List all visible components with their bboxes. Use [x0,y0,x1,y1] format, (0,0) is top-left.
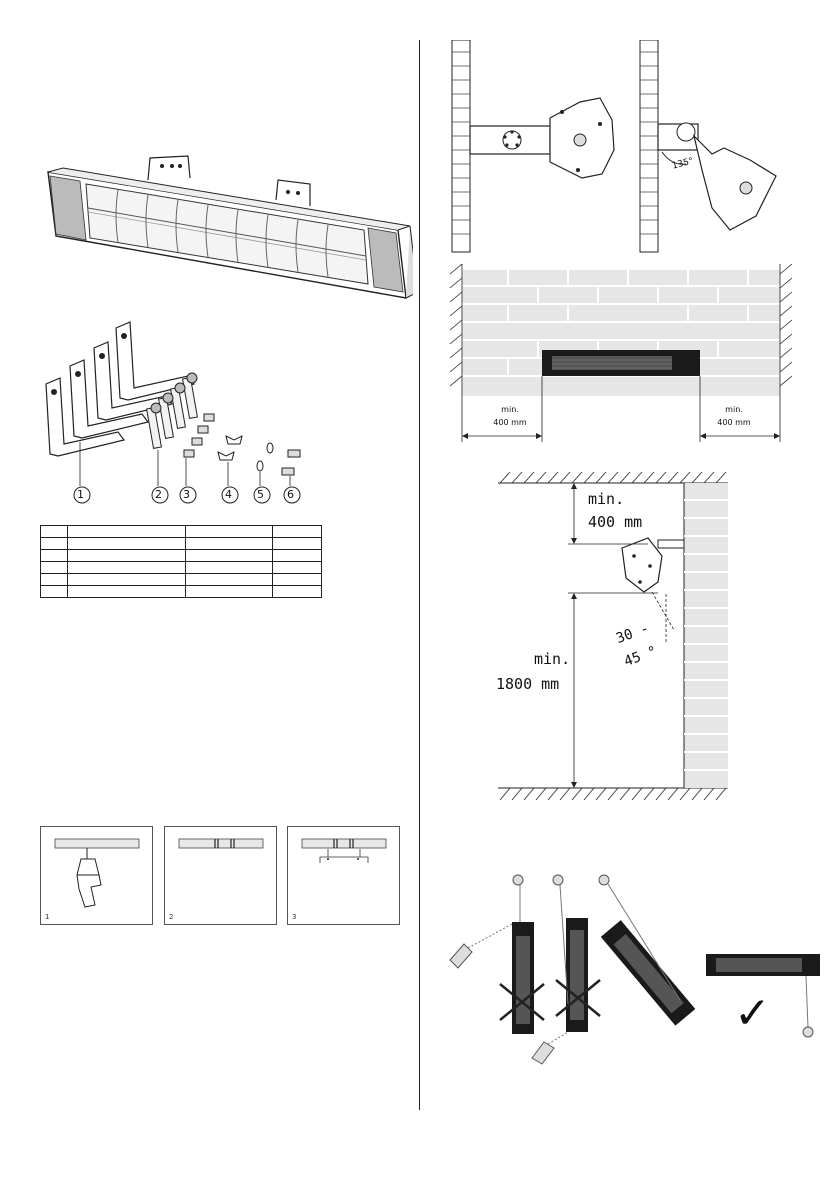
part-label-4: 4 [225,488,232,501]
part-number-labels [72,484,332,506]
right-clearance-label-2: 400 mm [717,418,751,427]
table-row [41,550,322,562]
mounting-parts-illustration [38,318,328,508]
plugs-step-illustration [165,827,276,924]
part-label-3: 3 [183,488,190,501]
step-number-3: 3 [292,913,297,921]
table-row [41,538,322,550]
left-clearance-label-2: 400 mm [493,418,527,427]
bracket-angle-label: 135° [671,156,695,172]
correct-orientation-check: ✓ [734,988,771,1039]
tilt-angle-label-1: 30 - [614,620,652,648]
step-box-brackets [287,826,400,925]
step-box-drill [40,826,153,925]
step-number-1: 1 [45,913,50,921]
drill-step-illustration [41,827,152,924]
top-clearance-label-2: 400 mm [588,513,643,531]
height-clearance-label-2: 1800 mm [496,675,560,693]
left-clearance-label-1: min. [501,405,519,414]
heater-illustration [38,150,413,300]
table-row [41,586,322,598]
part-label-6: 6 [287,488,294,501]
top-clearance-label-1: min. [588,490,625,508]
side-clearance-illustration [448,264,793,444]
height-clearance-label-1: min. [534,650,571,668]
part-label-1: 1 [77,488,84,501]
part-label-5: 5 [257,488,264,501]
right-clearance-label-1: min. [725,405,743,414]
column-divider [419,40,420,1110]
parts-table [40,525,322,598]
step-number-2: 2 [169,913,174,921]
step-box-plugs [164,826,277,925]
table-row [41,562,322,574]
bracket-angle-illustration [450,40,820,255]
table-row [41,526,322,538]
part-label-2: 2 [155,488,162,501]
tilt-angle-label-2: 45 ° [622,643,660,671]
orientation-illustration [444,872,829,1072]
brackets-step-illustration [288,827,399,924]
table-row [41,574,322,586]
